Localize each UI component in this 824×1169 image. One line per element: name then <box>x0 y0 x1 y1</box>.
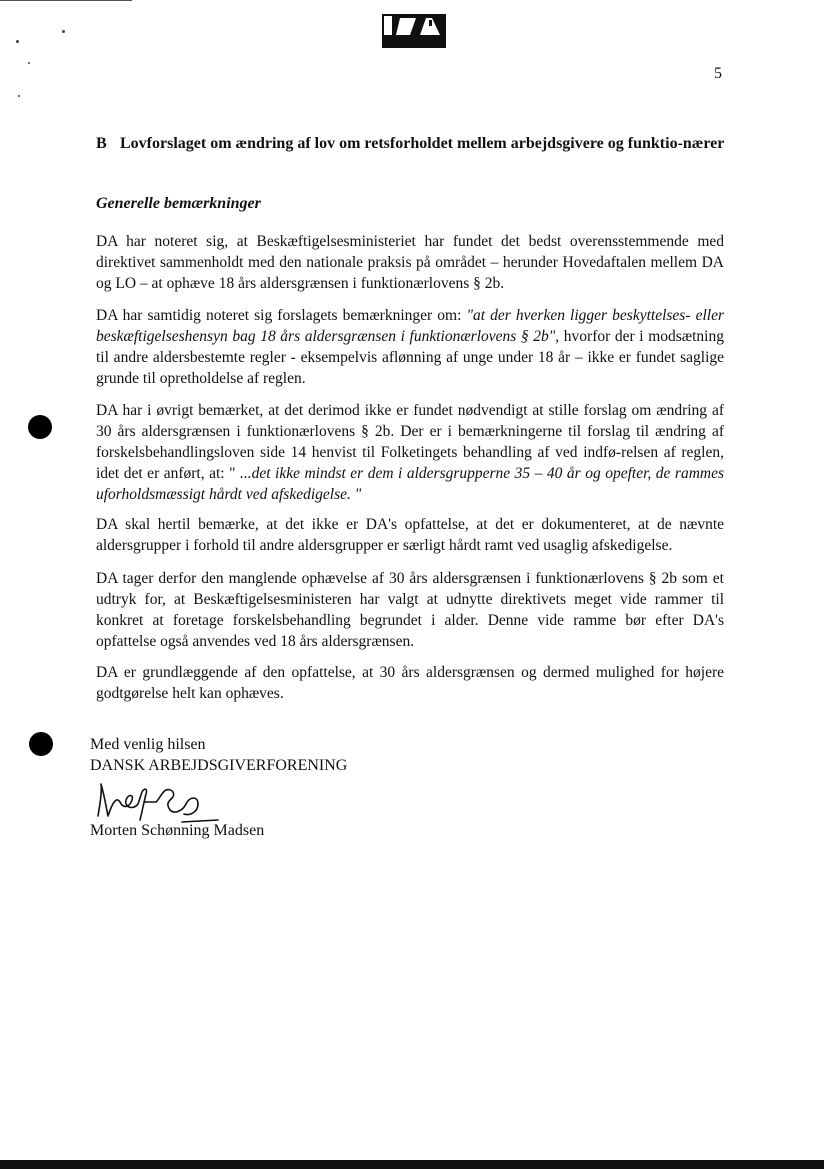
paragraph-5: DA tager derfor den manglende ophævelse af 30 års aldersgrænsen i funktionærlovens § 2b som et udtryk for, at Beskæftigelsesministeren har valgt at udnytte direktivets meget vide rammer til konkret at foretage forskelsbehandling begrundet i alder. Denne vide ramme bør efter DA's opfattelse også anvendes ved 18 års aldersgrænsen. <box>96 570 724 650</box>
paragraph-2-quote: "at der hverken ligger beskyttelses- eller beskæftigelseshensyn bag 18 års aldersgrænsen i funktionærlovens § 2b" <box>96 307 724 345</box>
scan-speck <box>18 95 20 97</box>
closing-block <box>90 734 347 776</box>
signer-name: Morten Schønning Madsen <box>90 822 265 839</box>
signature-icon <box>86 776 226 828</box>
subheading: Generelle bemærkninger <box>96 195 261 212</box>
page-number: 5 <box>714 65 722 82</box>
paragraph-3-quote: ...det ikke mindst er dem i aldersgrupperne 35 – 40 år og opefter, de rammes uforholdsmæssigt hårdt ved afskedigelse. " <box>96 465 724 503</box>
paragraph-2-intro: DA har samtidig noteret sig forslagets bemærkninger om: <box>96 307 467 324</box>
scan-edge-line <box>0 0 132 1</box>
paragraph-6: DA er grundlæggende af den opfattelse, at 30 års aldersgrænsen og dermed mulighed for højere godtgørelse helt kan ophæves. <box>96 664 724 702</box>
paragraph-3-intro: DA har i øvrigt bemærket, at det derimod ikke er fundet nødvendigt at stille forslag om ændring af 30 års aldersgrænsen i funktionærlovens § 2b. Der er i bemærkningerne til forslag til ændring af forskelsbehandlingsloven side 14 henvist til Folketingets behandling af ved indfø-relsen af reglen, idet det er anført, at: " <box>96 402 724 482</box>
section-heading <box>96 133 736 154</box>
scan-speck <box>16 40 19 43</box>
paragraph-2-rest: , hvorfor der i modsætning til andre aldersbestemte regler - eksempelvis aflønning af unge under 18 år – ikke er fundet saglige grunde til opretholdelse af reglen. <box>96 328 724 387</box>
paragraph-3 <box>96 400 724 505</box>
punch-hole <box>28 415 52 439</box>
scan-bottom-edge <box>0 1160 824 1169</box>
scan-speck <box>28 62 30 64</box>
paragraph-4: DA skal hertil bemærke, at det ikke er DA's opfattelse, at det er dokumenteret, at de nævnte aldersgrupper i forhold til andre aldersgrupper er særligt hårdt ramt ved usaglig afskedigelse. <box>96 516 724 554</box>
section-letter: B <box>96 135 107 152</box>
closing-organization: DANSK ARBEJDSGIVERFORENING <box>90 757 348 774</box>
paragraph-2 <box>96 305 724 389</box>
da-logo-icon <box>382 14 446 48</box>
paragraph-1: DA har noteret sig, at Beskæftigelsesministeriet har fundet det bedst overensstemmende med direktivet sammenholdt med den nationale praksis på området – herunder Hovedaftalen mellem DA og LO – at ophæve 18 års aldersgrænsen i funktionærlovens § 2b. <box>96 233 724 292</box>
section-title: Lovforslaget om ændring af lov om retsforholdet mellem arbejdsgivere og funktio-nærer <box>120 135 725 152</box>
closing-greeting: Med venlig hilsen <box>90 736 206 753</box>
scan-speck <box>62 30 65 33</box>
punch-hole <box>29 732 53 756</box>
